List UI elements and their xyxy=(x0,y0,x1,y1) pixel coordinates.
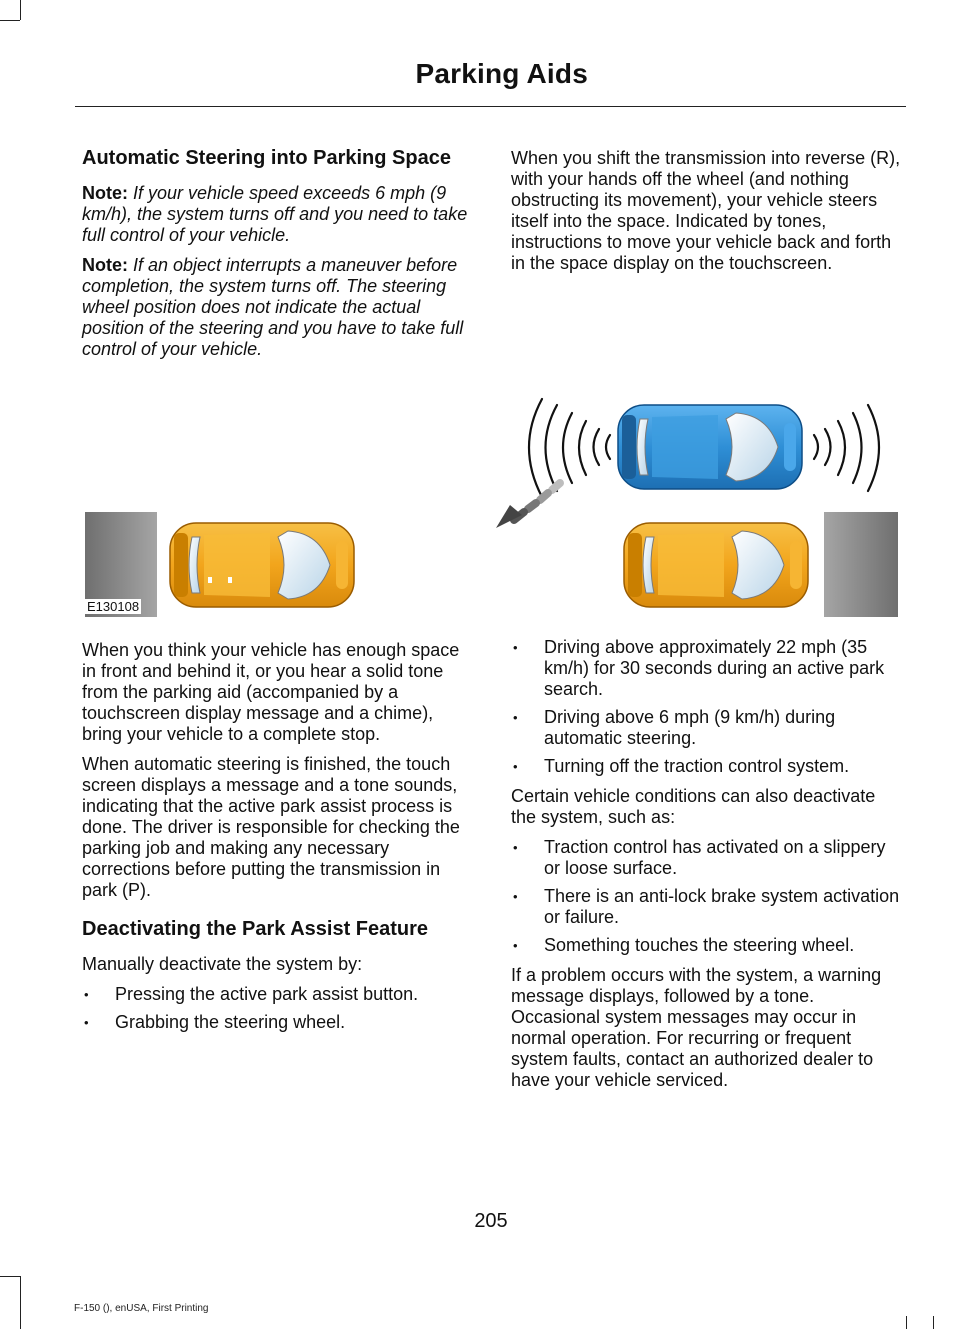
sensor-waves-right xyxy=(814,405,879,491)
bullet-list xyxy=(511,837,903,956)
crop-mark xyxy=(0,1276,20,1277)
note-label: Note: xyxy=(82,183,128,203)
crop-mark xyxy=(20,1276,21,1329)
section-heading: Deactivating the Park Assist Feature xyxy=(82,918,429,940)
body-paragraph: When automatic steering is finished, the touch screen displays a message and a tone sounds, indicating that the active park assist process is done. The driver is responsible for checking the parking job and making any necessary corrections before putting the transmission in park (P). xyxy=(82,754,460,900)
bullet-list xyxy=(82,984,474,1033)
body-paragraph: If a problem occurs with the system, a warning message displays, followed by a tone. Occasional system messages may occur in normal operation. For recurring or frequent system faults, contact an authorized dealer to have your vehicle serviced. xyxy=(511,965,882,1090)
list-item: • Grabbing the steering wheel. xyxy=(82,1012,474,1033)
note-paragraph xyxy=(82,255,474,360)
body-paragraph: Manually deactivate the system by: xyxy=(82,954,363,974)
footer-text: F-150 (), enUSA, First Printing xyxy=(74,1303,209,1314)
crop-mark xyxy=(0,20,20,21)
body-paragraph: Certain vehicle conditions can also deactivate the system, such as: xyxy=(511,786,876,827)
parked-car-right xyxy=(624,523,808,607)
parking-illustration xyxy=(82,395,900,617)
right-column-top xyxy=(511,148,903,283)
figure-code: E130108 xyxy=(87,599,140,614)
list-item: • Pressing the active park assist button. xyxy=(82,984,474,1005)
sensor-waves-left xyxy=(529,399,610,497)
note-paragraph xyxy=(82,183,474,246)
note-text: If your vehicle speed exceeds 6 mph (9 km/h), the system turns off and you need to take full control of your vehicle. xyxy=(82,183,468,245)
body-paragraph: When you think your vehicle has enough space in front and behind it, or you hear a solid tone from the parking aid (accompanied by a touchscreen display message and a chime), bring your vehicle to a complete stop. xyxy=(82,640,460,744)
parked-car-left xyxy=(170,523,354,607)
note-label: Note: xyxy=(82,255,128,275)
crop-mark xyxy=(906,1316,907,1329)
curb-right xyxy=(824,512,898,617)
right-column-bottom xyxy=(511,637,903,1100)
page-header xyxy=(75,58,906,90)
page-title: Parking Aids xyxy=(415,58,588,89)
left-column-bottom xyxy=(82,640,474,1042)
bullet-list xyxy=(511,637,903,777)
list-item: • There is an anti-lock brake system activation or failure. xyxy=(511,886,903,928)
page-number: 205 xyxy=(474,1210,508,1232)
note-text: If an object interrupts a maneuver before completion, the system turns off. The steering wheel position does not indicate the actual position of the steering and you have to take full control of your vehicle. xyxy=(82,255,464,359)
list-item: • Something touches the steering wheel. xyxy=(511,935,903,956)
list-item: • Traction control has activated on a slippery or loose surface. xyxy=(511,837,903,879)
list-item: • Driving above approximately 22 mph (35 km/h) for 30 seconds during an active park search. xyxy=(511,637,903,700)
list-item: • Turning off the traction control system. xyxy=(511,756,903,777)
parking-illustration-svg xyxy=(82,395,900,617)
crop-mark xyxy=(20,0,21,20)
active-car-blue xyxy=(618,405,802,489)
section-heading: Automatic Steering into Parking Space xyxy=(82,147,451,169)
crop-mark xyxy=(933,1316,934,1329)
list-item: • Driving above 6 mph (9 km/h) during automatic steering. xyxy=(511,707,903,749)
left-column-top xyxy=(82,148,474,369)
header-rule xyxy=(75,106,906,107)
body-paragraph: When you shift the transmission into reverse (R), with your hands off the wheel (and nothing obstructing its movement), your vehicle steers itself into the space. Indicated by tones, instructions to move your vehicle back and forth in the space display on the touchscreen. xyxy=(511,148,901,273)
reverse-arrow-icon xyxy=(496,483,560,528)
